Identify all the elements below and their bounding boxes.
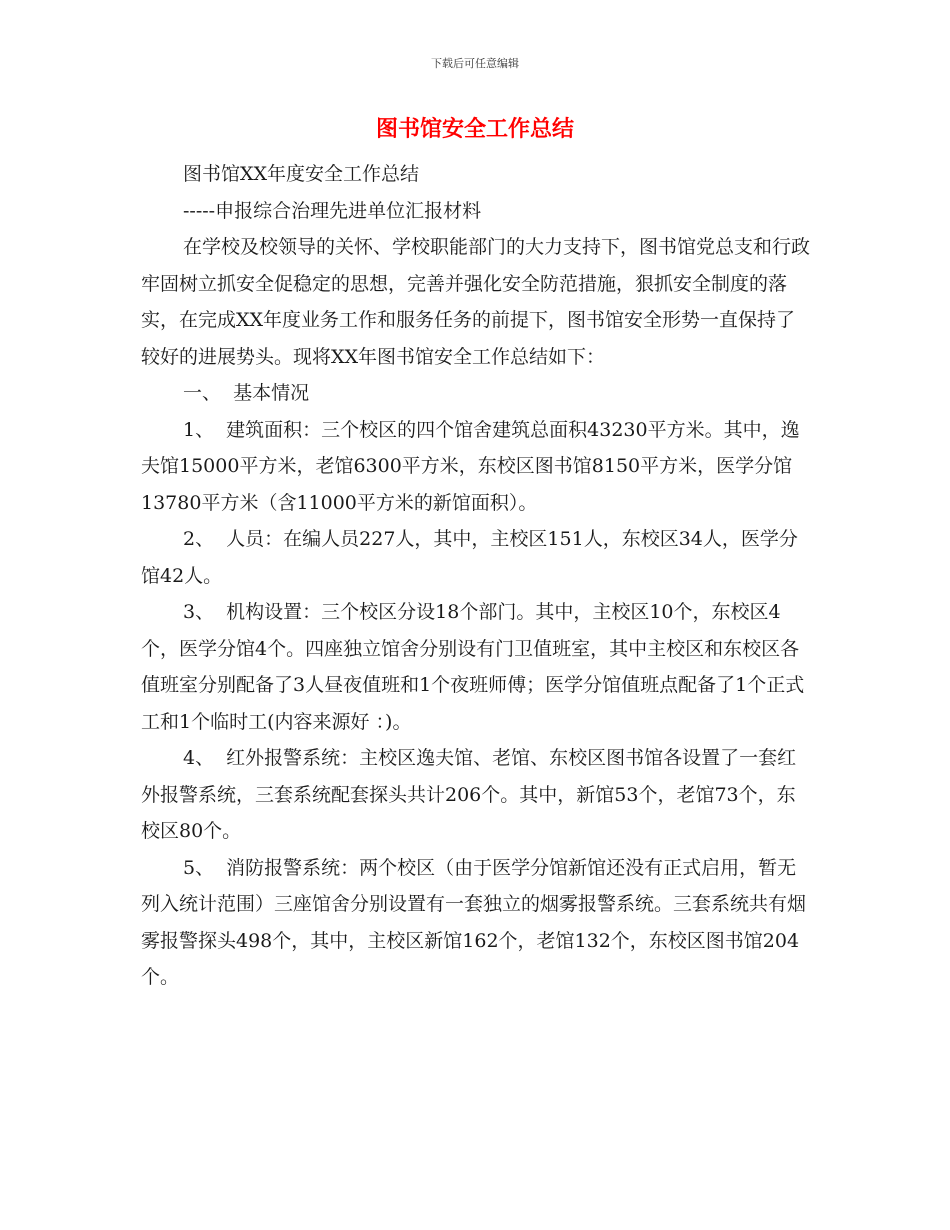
- section-heading-basic: 一、 基本情况: [183, 382, 310, 404]
- paragraph-fire-alarm: 5、 消防报警系统：两个校区（由于医学分馆新馆还没有正式启用，暂无列入统计范围）三座馆舍分别设置有一套独立的烟雾报警系统。三套系统共有烟雾报警探头498个，其中，主校区新馆162个，老馆132个，东校区图书馆204个。: [141, 856, 807, 988]
- header-note: 下载后可任意编辑: [431, 57, 519, 70]
- paragraph-staff: 2、 人员：在编人员227人，其中，主校区151人，东校区34人，医学分馆42人。: [141, 528, 798, 587]
- paragraph-infrared-alarm: 4、 红外报警系统：主校区逸夫馆、老馆、东校区图书馆各设置了一套红外报警系统，三套系统配套探头共计206个。其中，新馆53个，老馆73个，东校区80个。: [141, 747, 797, 842]
- paragraph-subtitle: 图书馆XX年度安全工作总结: [183, 163, 420, 185]
- paragraph-report-note: -----申报综合治理先进单位汇报材料: [183, 199, 482, 222]
- paragraph-organization: 3、 机构设置：三个校区分设18个部门。其中，主校区10个，东校区4个，医学分馆4个。四座独立馆舍分别设有门卫值班室，其中主校区和东校区各值班室分别配备了3人昼夜值班和1个夜班师傅；医学分馆值班点配备了1个正式工和1个临时工(内容来源好 ：)。: [141, 601, 805, 733]
- document-body: [141, 156, 811, 996]
- paragraph-building-area: 1、 建筑面积：三个校区的四个馆舍建筑总面积43230平方米。其中，逸夫馆15000平方米，老馆6300平方米，东校区图书馆8150平方米，医学分馆13780平方米（含11000平方米的新馆面积）。: [141, 418, 800, 514]
- paragraph-intro: 在学校及校领导的关怀、学校职能部门的大力支持下，图书馆党总支和行政牢固树立抓安全促稳定的思想，完善并强化安全防范措施，狠抓安全制度的落实，在完成XX年度业务工作和服务任务的前提下，图书馆安全形势一直保持了较好的进展势头。现将XX年图书馆安全工作总结如下：: [141, 236, 811, 368]
- document-title: 图书馆安全工作总结: [375, 117, 574, 142]
